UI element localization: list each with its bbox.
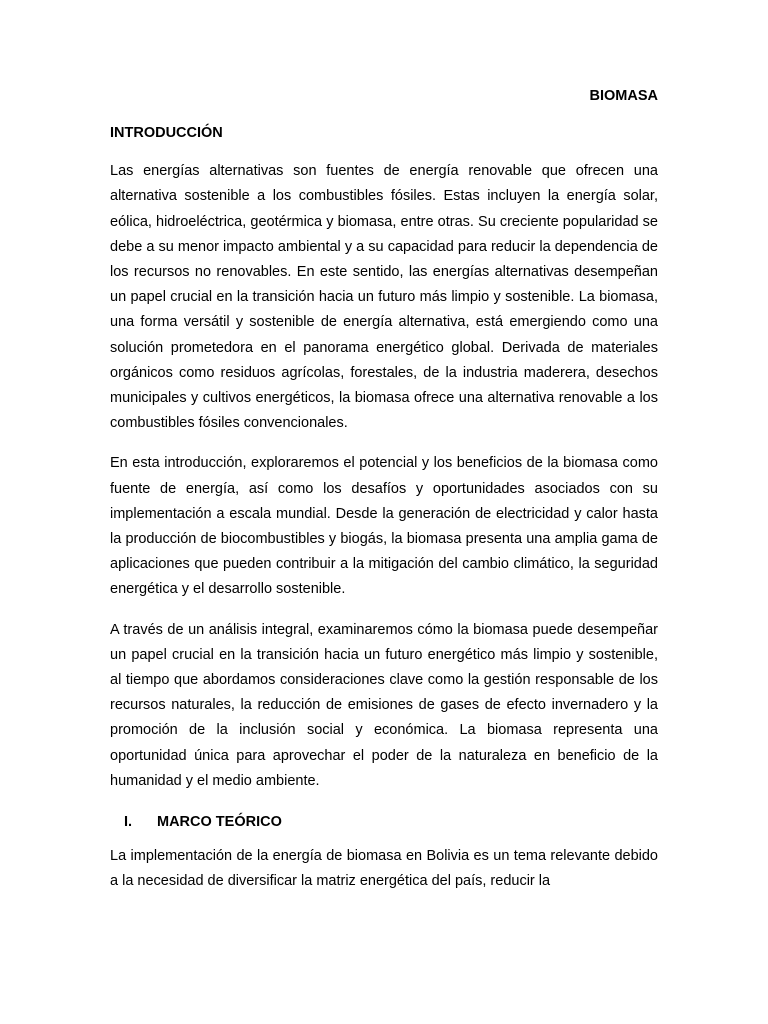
document-page (110, 84, 658, 895)
introduction-heading: INTRODUCCIÓN (110, 125, 223, 141)
introduction-paragraph-1: Las energías alternativas son fuentes de energía renovable que ofrecen una alternativa sostenible a los combustibles fósiles. Estas incluyen la energía solar, eólica, hidroeléctrica, geotérmica y biomasa, entre otras. Su creciente popularidad se debe a su menor impacto ambiental y a su capacidad para reducir la dependencia de los recursos no renovables. En este sentido, las energías alternativas desempeñan un papel crucial en la transición hacia un futuro más limpio y sostenible. La biomasa, una forma versátil y sostenible de energía alternativa, está emergiendo como una solución prometedora en el panorama energético global. Derivada de materiales orgánicos como residuos agrícolas, forestales, de la industria maderera, desechos municipales y cultivos energéticos, la biomasa ofrece una alternativa renovable a los combustibles fósiles convencionales. (110, 163, 658, 432)
introduction-paragraph-2: En esta introducción, exploraremos el potencial y los beneficios de la biomasa como fuente de energía, así como los desafíos y oportunidades asociados con su implementación a escala mundial. Desde la generación de electricidad y calor hasta la producción de biocombustibles y biogás, la biomasa presenta una amplia gama de aplicaciones que pueden contribuir a la mitigación del cambio climático, la seguridad energética y el desarrollo sostenible. (110, 455, 658, 598)
introduction-paragraph-3: A través de un análisis integral, examinaremos cómo la biomasa puede desempeñar un papel crucial en la transición hacia un futuro energético más limpio y sostenible, al tiempo que abordamos consideraciones clave como la gestión responsable de los recursos naturales, la reducción de emisiones de gases de efecto invernadero y la promoción de la inclusión social y económica. La biomasa representa una oportunidad única para aprovechar el poder de la naturaleza en beneficio de la humanidad y el medio ambiente. (110, 621, 658, 789)
marco-teorico-heading (110, 810, 658, 835)
marco-teorico-paragraph-1: La implementación de la energía de biomasa en Bolivia es un tema relevante debido a la necesidad de diversificar la matriz energética del país, reducir la (110, 848, 658, 890)
section-number: I. (124, 814, 133, 831)
document-title: BIOMASA (589, 88, 658, 104)
section-heading-text: MARCO TEÓRICO (157, 814, 282, 831)
